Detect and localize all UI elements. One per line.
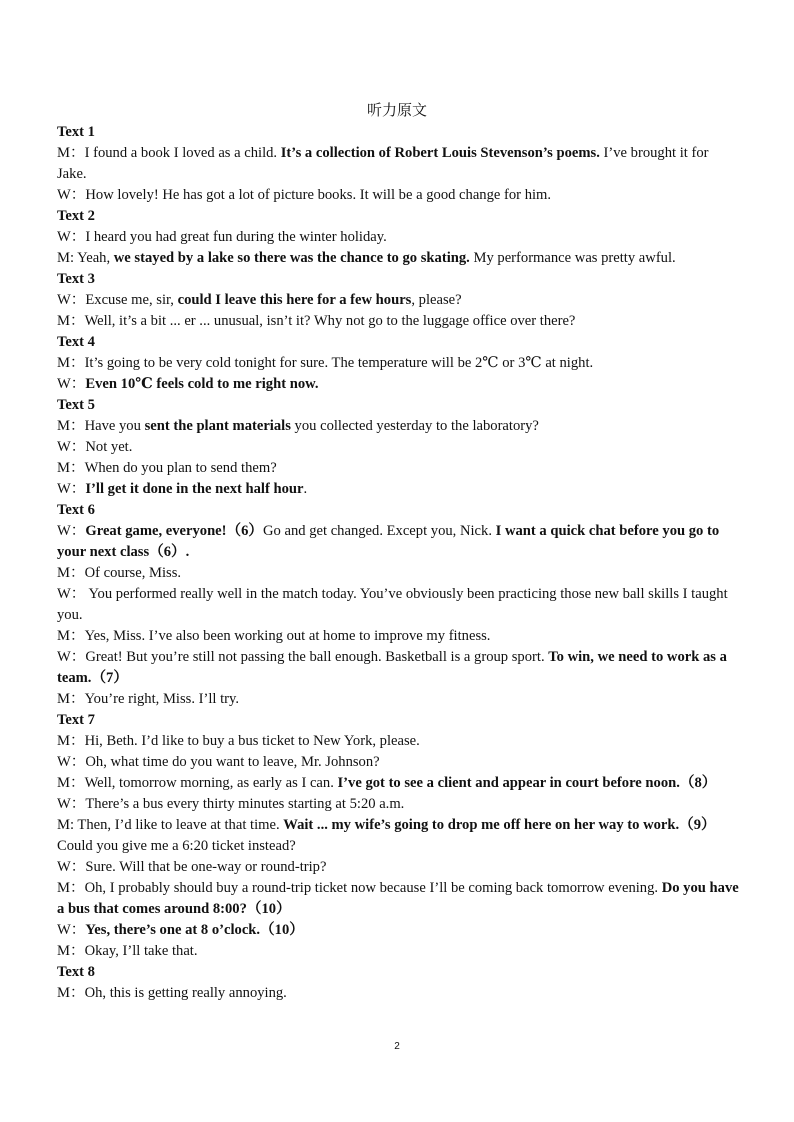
dialogue-line	[57, 773, 739, 794]
text-segment: W：	[57, 376, 86, 392]
text-segment: M：When do you plan to send them?	[57, 460, 277, 476]
dialogue-line	[57, 563, 739, 584]
text-segment: W：	[57, 523, 86, 539]
bold-segment: Text 1	[57, 124, 95, 140]
bold-segment: sent the plant materials	[144, 418, 291, 434]
text-segment: W：Not yet.	[57, 439, 133, 455]
bold-segment: I’ll get it done in the next half hour	[85, 481, 304, 497]
dialogue-line	[57, 416, 739, 437]
bold-segment: Text 3	[57, 271, 95, 287]
bold-segment: Wait ... my wife’s going to drop me off here on her way to work.（9）	[283, 817, 716, 833]
dialogue-line	[57, 878, 739, 920]
section-heading	[57, 710, 739, 731]
text-segment: W：Great! But you’re still not passing the ball enough. Basketball is a group sport.	[57, 649, 549, 665]
dialogue-line	[57, 227, 739, 248]
dialogue-line	[57, 794, 739, 815]
section-heading	[57, 395, 739, 416]
text-segment: Could you give me a 6:20 ticket instead?	[57, 838, 296, 854]
text-segment: , please?	[411, 292, 462, 308]
dialogue-line	[57, 437, 739, 458]
dialogue-line	[57, 731, 739, 752]
transcript-body	[57, 122, 739, 1004]
dialogue-line	[57, 626, 739, 647]
dialogue-line	[57, 374, 739, 395]
text-segment: W：	[57, 922, 86, 938]
dialogue-line	[57, 584, 739, 626]
text-segment: M：I found a book I loved as a child.	[57, 145, 281, 161]
dialogue-line	[57, 248, 739, 269]
text-segment: I’ve brought it for Jake.	[57, 145, 709, 182]
text-segment: W：There’s a bus every thirty minutes starting at 5:20 a.m.	[57, 796, 405, 812]
bold-segment: Do you have a bus that comes around 8:00?（10）	[57, 880, 739, 917]
text-segment: W：I heard you had great fun during the winter holiday.	[57, 229, 387, 245]
text-segment: M：Oh, I probably should buy a round-trip ticket now because I’ll be coming back tomorrow evening.	[57, 880, 662, 896]
text-segment: .	[303, 481, 308, 497]
text-segment: M：Of course, Miss.	[57, 565, 182, 581]
page-title: 听力原文	[366, 101, 427, 119]
text-segment: W：Sure. Will that be one-way or round-trip?	[57, 859, 327, 875]
text-segment: M: Then, I’d like to leave at that time.	[57, 817, 284, 833]
section-heading	[57, 206, 739, 227]
bold-segment: we stayed by a lake so there was the chance to go skating.	[113, 250, 470, 266]
dialogue-line	[57, 857, 739, 878]
dialogue-line	[57, 521, 739, 563]
bold-segment: To win, we need to work as a team.（7）	[57, 649, 727, 686]
text-segment: M：Well, it’s a bit ... er ... unusual, isn’t it? Why not go to the luggage office over there?	[57, 313, 576, 329]
text-segment: M: Yeah,	[57, 250, 114, 266]
bold-segment: Text 6	[57, 502, 95, 518]
text-segment: M：Yes, Miss. I’ve also been working out at home to improve my fitness.	[57, 628, 491, 644]
section-heading	[57, 332, 739, 353]
dialogue-line	[57, 689, 739, 710]
text-segment: W：	[57, 481, 86, 497]
dialogue-line	[57, 941, 739, 962]
dialogue-line	[57, 983, 739, 1004]
dialogue-line	[57, 752, 739, 773]
dialogue-line	[57, 353, 739, 374]
text-segment: M：Have you	[57, 418, 145, 434]
dialogue-line	[57, 647, 739, 689]
bold-segment: Text 5	[57, 397, 95, 413]
text-segment: W：How lovely! He has got a lot of picture books. It will be a good change for him.	[57, 187, 552, 203]
text-segment: M：Hi, Beth. I’d like to buy a bus ticket to New York, please.	[57, 733, 420, 749]
text-segment: M：It’s going to be very cold tonight for sure. The temperature will be 2℃ or 3℃ at night.	[57, 355, 594, 371]
bold-segment: Even 10℃ feels cold to me right now.	[85, 376, 319, 392]
text-segment: M：Well, tomorrow morning, as early as I can.	[57, 775, 338, 791]
dialogue-line	[57, 815, 739, 857]
dialogue-line	[57, 920, 739, 941]
dialogue-line	[57, 311, 739, 332]
bold-segment: Text 4	[57, 334, 95, 350]
bold-segment: Text 8	[57, 964, 95, 980]
dialogue-line	[57, 143, 739, 185]
bold-segment: Text 2	[57, 208, 95, 224]
bold-segment: Great game, everyone!（6）	[85, 523, 264, 539]
text-segment: M：Oh, this is getting really annoying.	[57, 985, 287, 1001]
text-segment: M：Okay, I’ll take that.	[57, 943, 198, 959]
section-heading	[57, 500, 739, 521]
bold-segment: Text 7	[57, 712, 95, 728]
text-segment: you collected yesterday to the laboratory?	[290, 418, 539, 434]
bold-segment: could I leave this here for a few hours	[177, 292, 412, 308]
dialogue-line	[57, 458, 739, 479]
text-segment: My performance was pretty awful.	[469, 250, 676, 266]
section-heading	[57, 122, 739, 143]
bold-segment: I want a quick chat before you go to your next class（6）.	[57, 523, 720, 560]
text-segment: Go and get changed. Except you, Nick.	[263, 523, 496, 539]
page-number: 2	[394, 1041, 400, 1052]
section-heading	[57, 962, 739, 983]
bold-segment: I’ve got to see a client and appear in court before noon.（8）	[337, 775, 717, 791]
text-segment: W： You performed really well in the match today. You’ve obviously been practicing those new ball skills I taught you.	[57, 586, 728, 623]
text-segment: M：You’re right, Miss. I’ll try.	[57, 691, 240, 707]
bold-segment: Yes, there’s one at 8 o’clock.（10）	[85, 922, 304, 938]
text-segment: W：Excuse me, sir,	[57, 292, 178, 308]
text-segment: W：Oh, what time do you want to leave, Mr. Johnson?	[57, 754, 380, 770]
dialogue-line	[57, 479, 739, 500]
section-heading	[57, 269, 739, 290]
dialogue-line	[57, 185, 739, 206]
dialogue-line	[57, 290, 739, 311]
bold-segment: It’s a collection of Robert Louis Stevenson’s poems.	[280, 145, 600, 161]
